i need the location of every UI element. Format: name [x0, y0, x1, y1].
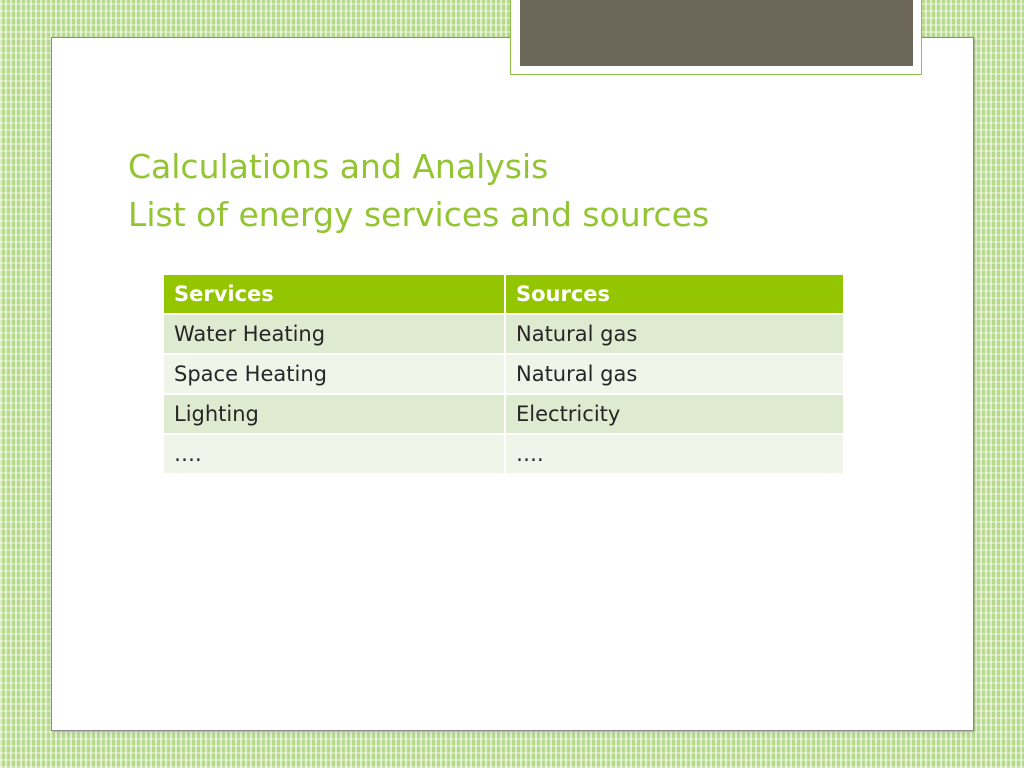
source-cell: Electricity [505, 394, 844, 434]
slide-title-line-2: List of energy services and sources [128, 195, 710, 234]
table-row [163, 394, 844, 434]
services-sources-table [162, 273, 845, 475]
service-cell: Water Heating [163, 314, 505, 354]
header-services: Services [163, 274, 505, 314]
source-cell: Natural gas [505, 314, 844, 354]
service-cell: Space Heating [163, 354, 505, 394]
slide-title [128, 143, 928, 239]
service-cell: …. [163, 434, 505, 474]
table-header-row [163, 274, 844, 314]
header-sources: Sources [505, 274, 844, 314]
slide-title-line-1: Calculations and Analysis [128, 147, 549, 186]
source-cell: Natural gas [505, 354, 844, 394]
title-tab-decoration [510, 0, 922, 75]
source-cell: …. [505, 434, 844, 474]
title-tab-fill [520, 0, 913, 66]
table-row [163, 354, 844, 394]
service-cell: Lighting [163, 394, 505, 434]
table-row [163, 314, 844, 354]
table-row [163, 434, 844, 474]
